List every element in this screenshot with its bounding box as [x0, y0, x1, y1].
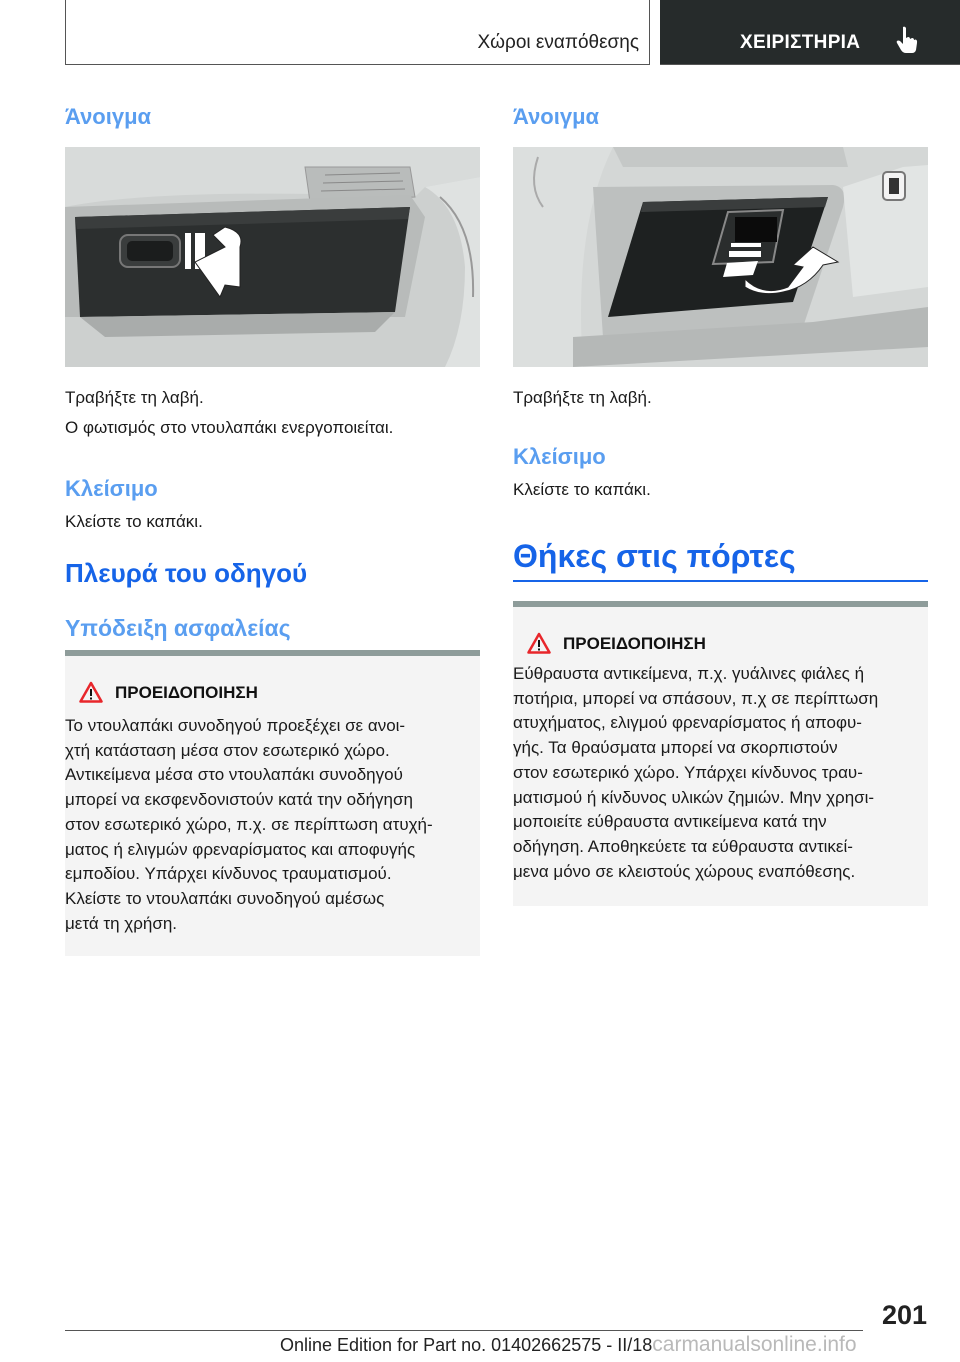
- heading-rule: [513, 580, 928, 582]
- warning-line: στον εσωτερικό χώρο. Υπάρχει κίνδυνος τραυ-: [513, 762, 863, 782]
- edition-text: Online Edition for Part no. 01402662575 - II/18: [280, 1335, 653, 1355]
- section-title: Χώροι εναπόθεσης: [477, 32, 639, 53]
- glovebox-figure: [65, 147, 480, 367]
- warning-line: στον εσωτερικό χώρο, π.χ. σε περίπτωση ατυχή-: [65, 814, 433, 834]
- opening-heading: Άνοιγμα: [513, 104, 600, 129]
- warning-title: ΠΡΟΕΙΔΟΠΟΙΗΣΗ: [563, 634, 706, 653]
- warning-title: ΠΡΟΕΙΔΟΠΟΙΗΣΗ: [115, 683, 258, 702]
- step-pull-handle: Τραβήξτε τη λαβή.: [513, 388, 652, 407]
- chapter-tab-label: ΧΕΙΡΙΣΤΗΡΙΑ: [740, 32, 861, 53]
- door-pockets-heading: Θήκες στις πόρτες: [513, 538, 796, 574]
- warning-line: μενα μόνο σε κλειστούς χώρους εναπόθεσης.: [513, 861, 856, 881]
- warning-line: χτή κατάσταση μέσα στον εσωτερικό χώρο.: [65, 740, 390, 760]
- opening-heading: Άνοιγμα: [65, 104, 152, 129]
- page-number: 201: [882, 1300, 928, 1330]
- warning-line: ματος ή ελιγμών φρεναρίσματος και αποφυγής: [65, 839, 416, 859]
- glovebox-illustration: [65, 147, 480, 367]
- closing-text: Κλείστε το καπάκι.: [65, 512, 203, 531]
- warning-line: Εύθραυστα αντικείμενα, π.χ. γυάλινες φιάλες ή: [513, 664, 865, 683]
- warning-line: μετά τη χρήση.: [65, 913, 178, 933]
- safety-heading: Υπόδειξη ασφαλείας: [65, 615, 291, 641]
- step-pull-handle: Τραβήξτε τη λαβή.: [65, 388, 204, 407]
- footer-rule: [65, 1330, 863, 1331]
- warning-line: μοποιείτε εύθραυστα αντικείμενα κατά την: [513, 812, 827, 832]
- chapter-tab[interactable]: [660, 0, 960, 65]
- warning-line: ποτήρια, μπορεί να σπάσουν, π.χ σε περίπτωση: [513, 688, 879, 708]
- driver-compartment-illustration: [513, 147, 928, 367]
- warning-body: [65, 714, 433, 936]
- warning-line: οδήγηση. Αποθηκεύετε τα εύθραυστα αντικεί-: [513, 836, 853, 856]
- warning-line: Κλείστε το ντουλαπάκι συνοδηγού αμέσως: [65, 888, 385, 908]
- warning-box: [513, 601, 928, 906]
- step-light-on: Ο φωτισμός στο ντουλαπάκι ενεργοποιείται.: [65, 418, 394, 437]
- running-header: [65, 0, 650, 65]
- warning-box: [65, 650, 480, 956]
- hand-pointer-icon: [896, 26, 918, 54]
- warning-line: μπορεί να εκσφενδονιστούν κατά την οδήγηση: [65, 790, 413, 810]
- warning-triangle-icon: [79, 681, 103, 703]
- closing-heading: Κλείσιμο: [65, 476, 158, 501]
- footer-edition: [280, 1333, 857, 1357]
- closing-text: Κλείστε το καπάκι.: [513, 480, 651, 499]
- warning-body: [513, 662, 878, 884]
- closing-heading: Κλείσιμο: [513, 444, 606, 469]
- warning-line: ματισμού ή κίνδυνος υλικών ζημιών. Μην χρησι-: [513, 787, 875, 807]
- warning-line: Το ντουλαπάκι συνοδηγού προεξέχει σε ανοι-: [65, 716, 406, 735]
- warning-line: Αντικείμενα μέσα στο ντουλαπάκι συνοδηγού: [65, 765, 403, 785]
- warning-triangle-icon: [527, 632, 551, 654]
- driver-compartment-figure: [513, 147, 928, 367]
- warning-line: εμποδίου. Υπάρχει κίνδυνος τραυματισμού.: [65, 864, 392, 884]
- warning-line: γής. Τα θραύσματα μπορεί να σκορπιστούν: [513, 738, 838, 758]
- warning-line: ατυχήματος, ελιγμού φρεναρίσματος ή αποφυ-: [513, 713, 862, 733]
- watermark-link[interactable]: carmanualsonline.info: [652, 1333, 857, 1356]
- driver-side-heading: Πλευρά του οδηγού: [65, 558, 308, 588]
